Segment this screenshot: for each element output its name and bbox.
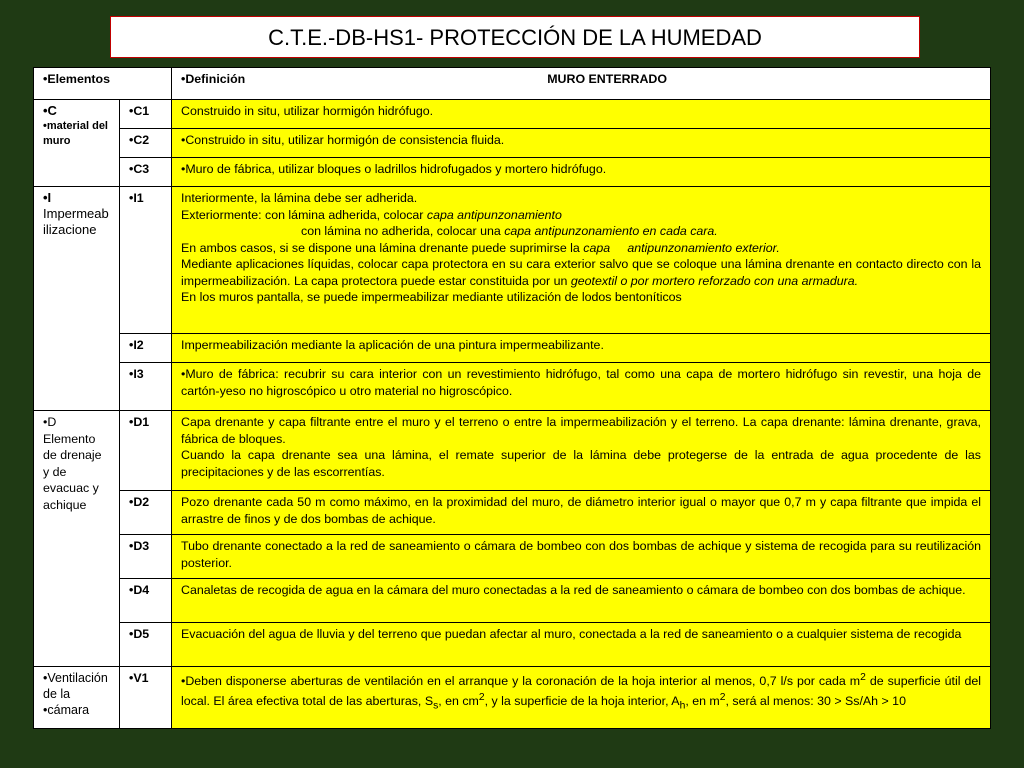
def-v1-sub2: h — [679, 700, 686, 712]
table-row — [34, 129, 991, 158]
group-v-cell — [34, 667, 120, 729]
code-d5: •D5 — [120, 623, 172, 667]
def-i1-line3 — [181, 223, 981, 240]
group-i-code-line — [43, 190, 110, 206]
def-d1-p1: Capa drenante y capa filtrante entre el muro y el terreno o entre la impermeabilización y el terreno. La capa drenante: lámina drenante, grava, fábrica de bloques. — [181, 415, 981, 446]
def-i1-line5-italic: geotextil o por mortero reforzado con una armadura. — [570, 273, 859, 288]
group-i-cell — [34, 187, 120, 411]
table-row — [34, 187, 991, 334]
group-v-desc1: •Ventilación de la — [43, 671, 108, 701]
def-i1-line6: En los muros pantalla, se puede impermeabilizar mediante utilización de lodos bentoníticos — [181, 290, 682, 304]
code-d2: •D2 — [120, 491, 172, 535]
group-c-cell — [34, 100, 120, 187]
def-d4: Canaletas de recogida de agua en la cámara del muro conectadas a la red de saneamiento o cámara de bombeo con dos bombas de achique. — [172, 579, 991, 623]
table-row — [34, 535, 991, 579]
header-elementos: •Elementos — [34, 68, 172, 100]
group-i-desc: Impermeabilizacione — [43, 206, 109, 237]
header-muro-enterrado: MURO ENTERRADO — [547, 72, 668, 86]
def-i3: •Muro de fábrica: recubrir su cara interior con un revestimiento hidrófugo, tal como una capa de mortero hidrófugo sin revestir, una hoja de cartón-yeso no higroscópico u otro material no higroscópico. — [172, 363, 991, 411]
code-i3: •I3 — [120, 363, 172, 411]
code-i1: •I1 — [120, 187, 172, 334]
def-v1-t4: , y la superficie de la hoja interior, A — [484, 693, 680, 708]
def-v1-t3: , en cm — [438, 693, 479, 708]
table-row — [34, 623, 991, 667]
def-i2: Impermeabilización mediante la aplicación de una pintura impermeabilizante. — [172, 334, 991, 363]
def-i1-line3-italic: capa antipunzonamiento en cada cara. — [504, 224, 718, 238]
table-row — [34, 158, 991, 187]
group-i-code: •I — [43, 190, 52, 205]
humidity-table — [33, 67, 991, 729]
def-v1 — [172, 667, 991, 729]
def-i1-line2 — [181, 207, 981, 224]
table-row — [34, 334, 991, 363]
def-i1-line5-text: Mediante aplicaciones líquidas, colocar capa protectora en su cara exterior salvo que se coloque una lámina drenante en contacto directo con la impermeabilización. La capa protectora puede estar constituida por un — [181, 257, 981, 288]
table-row — [34, 667, 991, 729]
table-row — [34, 491, 991, 535]
code-c2: •C2 — [120, 129, 172, 158]
table-row — [34, 579, 991, 623]
def-v1-sup1: 2 — [860, 672, 866, 683]
def-i1-line3-text: con lámina no adherida, colocar una — [301, 224, 505, 238]
def-v1-sup2: 2 — [478, 691, 485, 703]
code-c3: •C3 — [120, 158, 172, 187]
def-d1-p2: Cuando la capa drenante sea una lámina, el remate superior de la lámina debe protegerse de la entrada de agua procedente de las precipitaciones y de las escorrentías. — [181, 448, 981, 479]
def-v1-sup3: 2 — [719, 691, 726, 703]
def-v1-t2: de superficie útil del local. El área efectiva total de las aberturas, S — [181, 674, 981, 708]
def-i1-line4 — [181, 240, 981, 257]
def-i1-line1: Interiormente, la lámina debe ser adherida. — [181, 191, 418, 205]
def-c3: •Muro de fábrica, utilizar bloques o ladrillos hidrofugados y mortero hidrófugo. — [172, 158, 991, 187]
table-row — [34, 411, 991, 491]
code-d4: •D4 — [120, 579, 172, 623]
def-d5: Evacuación del agua de lluvia y del terreno que puedan afectar al muro, conectada a la red de saneamiento o a cualquier sistema de recogida — [172, 623, 991, 667]
def-d3: Tubo drenante conectado a la red de saneamiento o cámara de bombeo con dos bombas de achique y sistema de recogida para su reutilización posterior. — [172, 535, 991, 579]
def-v1-t5: , en m — [685, 693, 720, 708]
group-d-cell: •D Elemento de drenaje y de evacuac y achique — [34, 411, 120, 667]
def-v1-t6: , será al menos: 30 > Ss/Ah > 10 — [725, 693, 906, 708]
def-i1-line4-italic: capa antipunzonamiento exterior. — [583, 240, 780, 255]
header-definicion — [172, 68, 991, 100]
code-d1: •D1 — [120, 411, 172, 491]
table-row — [34, 100, 991, 129]
group-c-code: •C — [43, 103, 57, 118]
table-row — [34, 363, 991, 411]
def-v1-sub1: s — [433, 700, 439, 712]
def-i1-line4-text: En ambos casos, si se dispone una lámina drenante puede suprimirse la — [181, 240, 584, 255]
table-header-row — [34, 68, 991, 100]
group-v-desc2: •cámara — [43, 703, 90, 717]
page-title: C.T.E.-DB-HS1- PROTECCIÓN DE LA HUMEDAD — [110, 16, 920, 58]
def-d2: Pozo drenante cada 50 m como máximo, en la proximidad del muro, de diámetro interior igual o mayor que 0,7 m y capa filtrante que impida el arrastre de finos y de dos bombas de achique. — [172, 491, 991, 535]
group-c-desc: •material del muro — [43, 120, 108, 147]
def-i1-line2-text: Exteriormente: con lámina adherida, colocar — [181, 207, 427, 222]
code-c1: •C1 — [120, 100, 172, 129]
def-i1-line5 — [181, 256, 981, 289]
code-i2: •I2 — [120, 334, 172, 363]
def-i1 — [172, 187, 991, 334]
def-d1 — [172, 411, 991, 491]
def-v1-t1: •Deben disponerse aberturas de ventilación en el arranque y la coronación de la hoja interior al menos, 0,7 l/s por cada m — [181, 674, 861, 689]
code-v1: •V1 — [120, 667, 172, 729]
code-d3: •D3 — [120, 535, 172, 579]
def-c2: •Construido in situ, utilizar hormigón de consistencia fluida. — [172, 129, 991, 158]
def-c1: Construido in situ, utilizar hormigón hidrófugo. — [172, 100, 991, 129]
def-i1-line2-italic: capa antipunzonamiento — [426, 207, 562, 222]
header-definicion-label: •Definición — [181, 72, 246, 86]
